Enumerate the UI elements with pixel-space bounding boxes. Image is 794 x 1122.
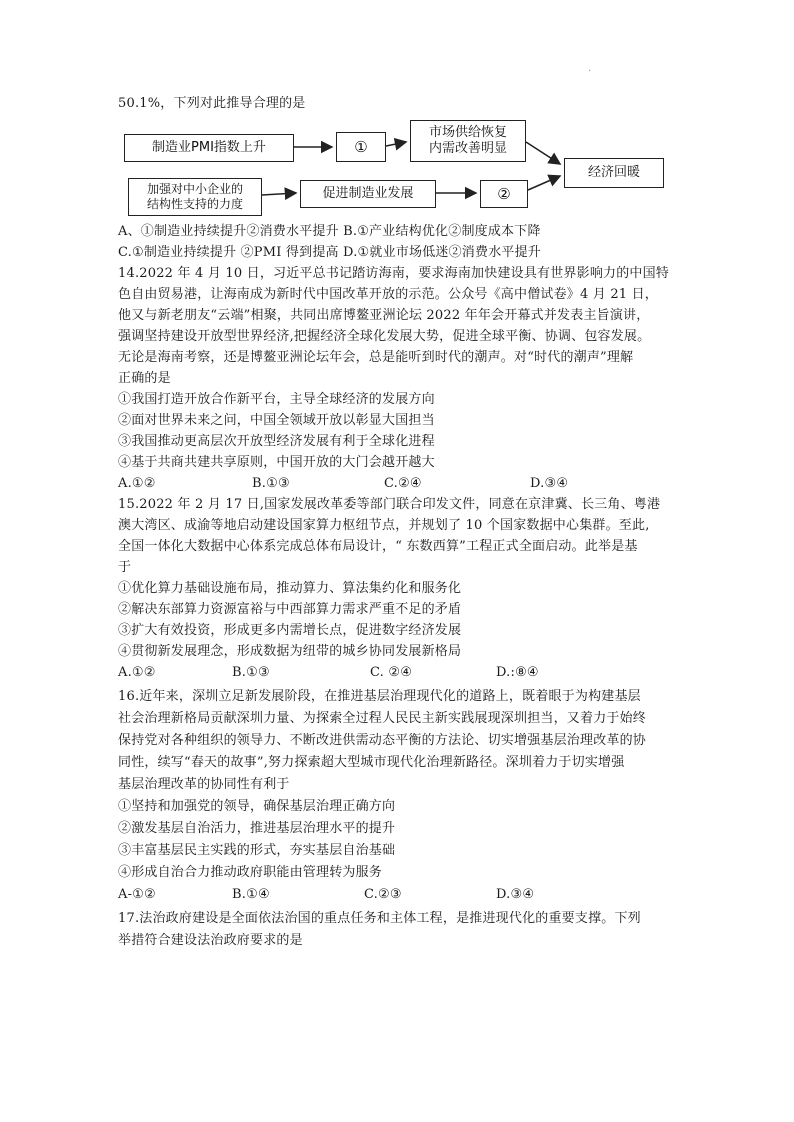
q15-stem-line: 全国一体化大数据中心体系完成总体布局设计，“ 东数西算”工程正式全面启动。此举是基 <box>118 539 638 554</box>
arrow-2-to-economy <box>528 176 560 190</box>
q16-stem-line: 16.近年来，深圳立足新发展阶段，在推进基层治理现代化的道路上，既着眼于为构建基层 <box>118 689 641 704</box>
box-support-line2: 结构性支持的力度 <box>146 197 243 211</box>
q16-option-c: C.②③ <box>364 887 402 902</box>
q16-item: ②激发基层自治活力，推进基层治理水平的提升 <box>118 821 396 836</box>
q16-option-a: A-①② <box>118 887 156 902</box>
q16-item: ①坚持和加强党的领导，确保基层治理正确方向 <box>118 799 396 814</box>
q14-stem-line: 无论是海南考察，还是博鳌亚洲论坛年会，总是能听到时代的潮声。对“时代的潮声”理解 <box>118 350 634 365</box>
q14-item: ③我国推动更高层次开放型经济发展有利于全球化进程 <box>118 434 435 449</box>
box-promote-manufacturing: 促进制造业发展 <box>300 180 436 208</box>
box-market-line2: 内需改善明显 <box>428 141 507 156</box>
q14-stem-line: 14.2022 年 4 月 10 日，习近平总书记踏访海南，要求海南加快建设具有世界影响力的中国特 <box>118 266 670 281</box>
q17-stem-line: 举措符合建设法治政府要求的是 <box>118 933 303 948</box>
q15-option-d: D.:⑧④ <box>496 665 539 680</box>
box-market-line1: 市场供给恢复 <box>428 125 507 140</box>
page-speck: · <box>588 66 592 77</box>
q14-stem-line: 强调坚持建设开放型世界经济,把握经济全球化发展大势，促进全球平衡、协调、包容发展。 <box>118 329 651 344</box>
q14-option-d: D.③④ <box>530 476 569 491</box>
box-economy-recovery: 经济回暖 <box>564 158 664 188</box>
arrow-1-to-market <box>386 142 406 146</box>
q16-item: ④形成自治合力推动政府职能由管理转为服务 <box>118 865 383 880</box>
q14-item: ②面对世界未来之问，中国全领域开放以彰显大国担当 <box>118 413 435 428</box>
q13-options-line1: A、①制造业持续提升②消费水平提升 B.①产业结构优化②制度成本下降 <box>118 224 541 239</box>
q17-stem-line: 17.法治政府建设是全面依法治国的重点任务和主体工程，是推进现代化的重要支撑。下列 <box>118 911 641 926</box>
q14-option-c: C.②④ <box>384 476 422 491</box>
q15-stem-line: 15.2022 年 2 月 17 日,国家发展改革委等部门联合印发文件，同意在京津冀、长三角、粤港 <box>118 497 661 512</box>
q14-item: ④基于共商共建共享原则，中国开放的大门会越开越大 <box>118 455 435 470</box>
q15-stem-line: 澳大湾区、成渝等地启动建设国家算力枢纽节点，并规划了 10 个国家数据中心集群。至此, <box>118 518 650 533</box>
q14-stem-line: 色自由贸易港，让海南成为新时代中国改革开放的示范。公众号《高中僧试卷》4 月 21 日， <box>118 287 659 302</box>
q15-item: ②解决东部算力资源富裕与中西部算力需求严重不足的矛盾 <box>118 602 462 617</box>
arrow-market-to-economy <box>526 142 560 164</box>
box-pmi-rise: 制造业PMI指数上升 <box>124 134 294 162</box>
arrow-support-to-promote <box>262 193 296 195</box>
q14-stem-line: 正确的是 <box>118 371 171 386</box>
q15-stem-line: 于 <box>118 560 132 575</box>
box-support-line1: 加强对中小企业的 <box>146 182 243 196</box>
q16-stem-line: 同性，续写“春天的故事”,努力探索超大型城市现代化治理新路径。深圳着力于切实增强 <box>118 755 625 770</box>
q16-option-d: D.③④ <box>496 887 535 902</box>
q16-item: ③丰富基层民主实践的形式，夯实基层自治基础 <box>118 843 396 858</box>
q13-flow-diagram <box>118 112 678 216</box>
q15-item: ④贯彻新发展理念，形成数据为纽带的城乡协同发展新格局 <box>118 644 462 659</box>
q15-option-a: A.①② <box>118 665 156 680</box>
q16-stem-line: 保持党对各种组织的领导力、不断改进供需动态平衡的方法论、切实增强基层治理改革的协 <box>118 733 647 748</box>
q14-item: ①我国打造开放合作新平台，主导全球经济的发展方向 <box>118 392 435 407</box>
q15-option-c: C. ②④ <box>370 665 413 680</box>
q16-option-b: B.①④ <box>232 887 270 902</box>
q14-option-b: B.①③ <box>252 476 290 491</box>
box-blank-1: ① <box>336 132 386 162</box>
q15-item: ③扩大有效投资，形成更多内需增长点，促进数字经济发展 <box>118 623 462 638</box>
q15-item: ①优化算力基础设施布局，推动算力、算法集约化和服务化 <box>118 581 462 596</box>
q13-stem-tail: 50.1%，下列对此推导合理的是 <box>118 96 306 111</box>
q15-option-b: B.①③ <box>232 665 270 680</box>
q14-stem-line: 他又与新老朋友“云端”相聚，共同出席博鳌亚洲论坛 2022 年年会开幕式并发表主旨演讲， <box>118 308 650 323</box>
q14-option-a: A.①② <box>118 476 156 491</box>
q16-stem-line: 基层治理改革的协同性有利于 <box>118 777 290 792</box>
q13-options-line2: C.①制造业持续提升 ②PMI 得到提高 D.①就业市场低迷②消费水平提升 <box>118 245 542 260</box>
q16-stem-line: 社会治理新格局贡献深圳力量、为探索全过程人民民主新实践展现深圳担当，又着力于始终 <box>118 711 647 726</box>
box-blank-2: ② <box>480 180 528 208</box>
diagram-arrows <box>118 112 678 216</box>
